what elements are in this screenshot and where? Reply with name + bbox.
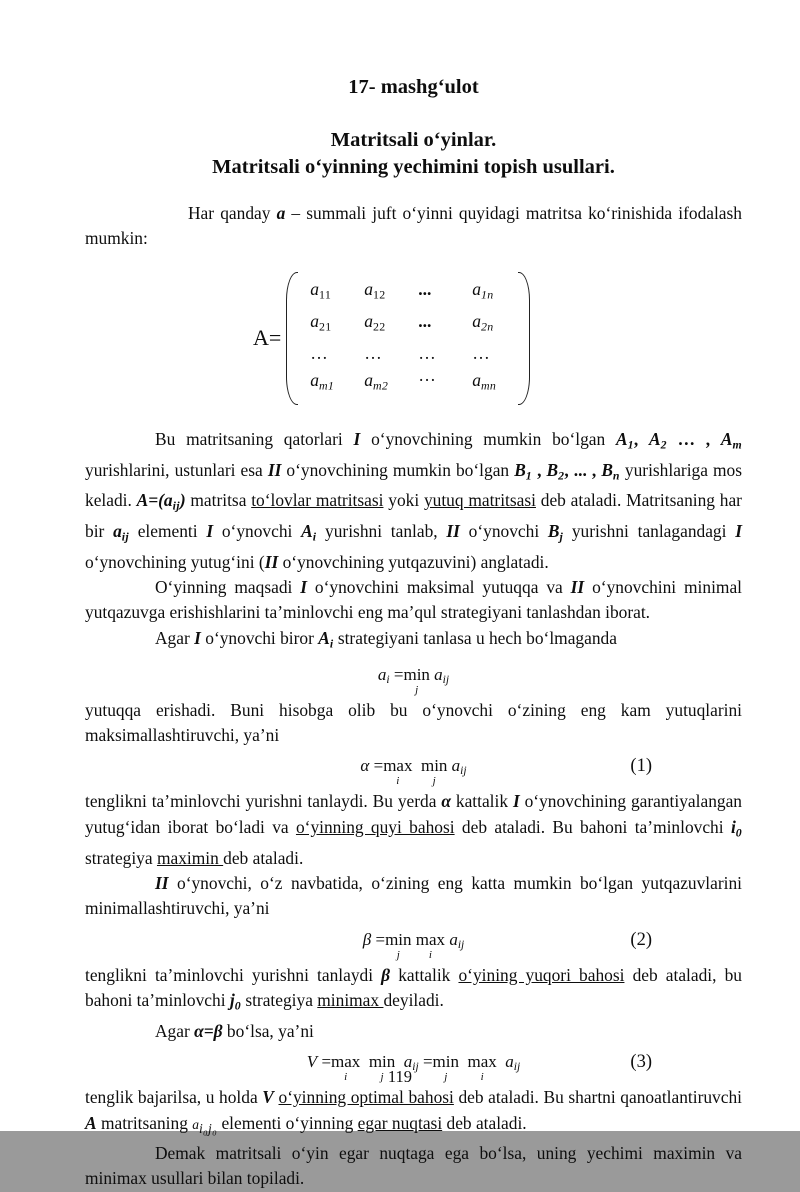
paragraph-agar-strategy: Agar I o‘ynovchi biror $A_i$ strategiyani tanlasa u hech bo‘lmaganda bbox=[155, 627, 617, 651]
formula-2: β = min j max i $a_{ij}$ (2) bbox=[85, 925, 742, 961]
lesson-heading: 17- mashg‘ulot bbox=[348, 76, 479, 98]
payoff-matrix bbox=[253, 272, 742, 405]
matrix-right-paren bbox=[518, 272, 530, 405]
formula-number-1: (1) bbox=[630, 756, 652, 777]
paragraph-conclusion: Demak matritsali o‘yin egar nuqtaga ega bo‘lsa, uning yechimi maximin va minimax usullari bilan topiladi. bbox=[85, 1142, 742, 1189]
formula-number-3: (3) bbox=[630, 1052, 652, 1073]
paragraph-optimal-value: tenglik bajarilsa, u holda V o‘yinning optimal bahosi deb ataladi. Bu shartni qanoatlantiruvchi A matritsaning $a_{i_0j_0}$ elementi o‘yinning egar nuqtasi deb ataladi. bbox=[85, 1087, 742, 1136]
matrix-cell: $a_{11}$ bbox=[310, 278, 332, 302]
matrix-left-paren bbox=[286, 272, 298, 405]
matrix-cell: ... bbox=[418, 311, 432, 332]
formula-number-2: (2) bbox=[630, 929, 652, 950]
paragraph-matrix-description: Bu matritsaning qatorlari I o‘ynovchining mumkin bo‘lgan $A_1$, $A_2$ … , $A_m$ yurishlarini, ustunlari esa II o‘ynovchining mumkin bo‘lgan $B_1$ , $B_2$, ... , $B_n$ yurishlariga mos keladi. $A=(a_{ij})$ matritsa to‘lovlar matritsasi yoki yutuq matritsasi deb ataladi. Matritsaning har bir $a_{ij}$ elementi I o‘ynovchi $A_i$ yurishni tanlab, II o‘ynovchi $B_j$ yurishni tanlagandagi I o‘ynovchining yutug‘ini (II o‘ynovchining yutqazuvini) anglatadi. bbox=[85, 428, 743, 572]
formula-min-ai: $a_i$ = min j $a_{ij}$ bbox=[377, 664, 450, 696]
matrix-label: A= bbox=[253, 325, 282, 351]
matrix-cell: $a_{mn}$ bbox=[472, 370, 497, 393]
matrix-cell: $a_{m1}$ bbox=[310, 370, 335, 393]
formula-1: α = max i min j $a_{ij}$ (1) bbox=[85, 751, 742, 787]
matrix-cell: $a_{m2}$ bbox=[364, 370, 389, 393]
paragraph-second-player: II o‘ynovchi, o‘z navbatida, o‘zining eng katta mumkin bo‘lgan yutqazuvlarini minimallashtiruvchi, ya’ni bbox=[85, 872, 742, 919]
paragraph-game-goal: O‘yinning maqsadi I o‘ynovchini maksimal yutuqqa va II o‘ynovchini minimal yutqazuvga erishishlarini ta’minlovchi eng ma’qul strategiyani tanlashdan iborat. bbox=[85, 577, 742, 623]
matrix-cell: $a_{2n}$ bbox=[472, 311, 494, 334]
matrix-cell: $a_{21}$ bbox=[310, 311, 332, 334]
paragraph-maximize: yutuqqa erishadi. Buni hisobga olib bu o‘ynovchi o‘zining eng kam yutuqlarini maksimallashtiruvchi, ya’ni bbox=[85, 699, 742, 746]
title-line-2: Matritsali o‘yinning yechimini topish usullari. bbox=[212, 156, 615, 178]
matrix-cell: $a_{1n}$ bbox=[472, 278, 494, 302]
matrix-cell: … bbox=[472, 343, 490, 364]
paragraph-lower-value: tenglikni ta’minlovchi yurishni tanlaydi. Bu yerda α kattalik I o‘ynovchining garantiyalangan yutug‘idan iborat bo‘ladi va o‘yinning quyi bahosi deb ataladi. Bu bahoni ta’minlovchi $i_0$ strategiya maximin deb ataladi. bbox=[85, 791, 742, 868]
page-number: 119 bbox=[387, 1067, 413, 1086]
matrix-cell: $a_{12}$ bbox=[364, 278, 386, 302]
matrix-cell: ... bbox=[418, 278, 432, 299]
paragraph-agar-equal: Agar α=β bo‘lsa, ya’ni bbox=[155, 1020, 314, 1041]
matrix-cell: ··· bbox=[418, 370, 436, 391]
matrix-cell: … bbox=[310, 343, 328, 364]
matrix-grid bbox=[298, 272, 518, 405]
title-line-1: Matritsali o‘yinlar. bbox=[330, 129, 497, 151]
matrix-cell: … bbox=[418, 343, 436, 364]
formula-3: V = max i min j $a_{ij}$ = min j max i $a_{ij}$ (3) bbox=[85, 1047, 742, 1083]
matrix-cell: … bbox=[364, 343, 382, 364]
paragraph-upper-value: tenglikni ta’minlovchi yurishni tanlaydi β kattalik o‘yining yuqori bahosi deb ataladi, bu bahoni ta’minlovchi $j_0$ strategiya minimax deyiladi. bbox=[85, 964, 742, 1013]
paragraph-intro: Har qanday a – summali juft o‘yinni quyidagi matritsa ko‘rinishida ifodalash mumkin: bbox=[85, 203, 742, 249]
matrix-cell: $a_{22}$ bbox=[364, 311, 386, 334]
title-block bbox=[85, 127, 742, 181]
